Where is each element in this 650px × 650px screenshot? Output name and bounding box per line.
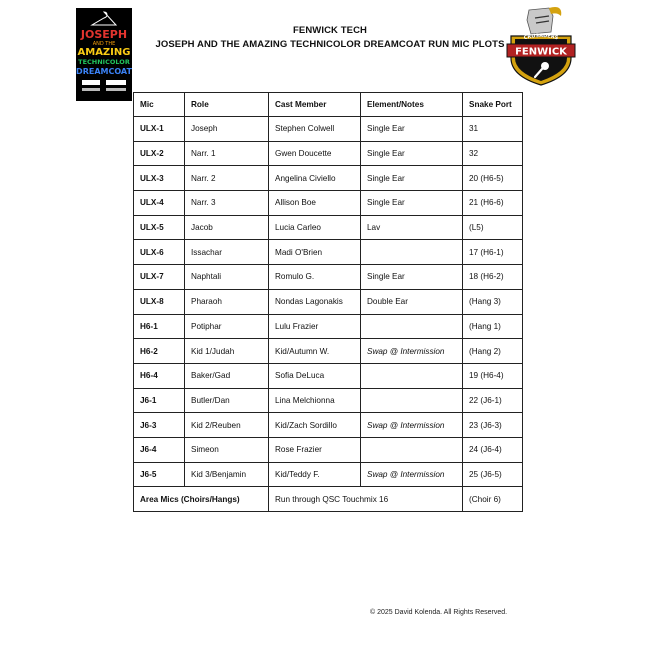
table-body	[134, 117, 523, 512]
table-row	[134, 339, 523, 364]
svg-text:AND THE: AND THE	[92, 41, 116, 47]
port-cell: 31	[463, 117, 523, 142]
notes-cell: Single Ear	[361, 265, 463, 290]
port-cell: 22 (J6-1)	[463, 388, 523, 413]
mic-cell: H6-2	[134, 339, 185, 364]
mic-cell: ULX-3	[134, 166, 185, 191]
mic-cell: ULX-7	[134, 265, 185, 290]
cast-cell: Nondas Lagonakis	[269, 289, 361, 314]
cast-cell: Lulu Frazier	[269, 314, 361, 339]
notes-cell: Swap @ Intermission	[361, 462, 463, 487]
area-mics-port: (Choir 6)	[463, 487, 523, 512]
fenwick-crest-logo	[505, 6, 577, 86]
port-cell: 17 (H6-1)	[463, 240, 523, 265]
port-cell: 20 (H6-5)	[463, 166, 523, 191]
cast-cell: Stephen Colwell	[269, 117, 361, 142]
cast-cell: Sofia DeLuca	[269, 363, 361, 388]
cast-cell: Kid/Zach Sordillo	[269, 413, 361, 438]
role-cell: Pharaoh	[185, 289, 269, 314]
notes-cell: Double Ear	[361, 289, 463, 314]
table-row	[134, 265, 523, 290]
mic-cell: J6-1	[134, 388, 185, 413]
role-cell: Kid 1/Judah	[185, 339, 269, 364]
table-row	[134, 289, 523, 314]
header-element-notes: Element/Notes	[361, 93, 463, 117]
role-cell: Naphtali	[185, 265, 269, 290]
notes-cell: Single Ear	[361, 141, 463, 166]
port-cell: 32	[463, 141, 523, 166]
header-snake-port: Snake Port	[463, 93, 523, 117]
cast-cell: Madi O'Brien	[269, 240, 361, 265]
header-role: Role	[185, 93, 269, 117]
mic-cell: ULX-6	[134, 240, 185, 265]
role-cell: Potiphar	[185, 314, 269, 339]
role-cell: Joseph	[185, 117, 269, 142]
role-cell: Baker/Gad	[185, 363, 269, 388]
svg-text:CRUSADERS: CRUSADERS	[523, 32, 559, 42]
notes-cell	[361, 240, 463, 265]
role-cell: Kid 3/Benjamin	[185, 462, 269, 487]
port-cell: 24 (J6-4)	[463, 437, 523, 462]
mic-plot-table	[133, 92, 523, 512]
svg-text:FENWICK: FENWICK	[515, 46, 567, 58]
mic-cell: J6-4	[134, 437, 185, 462]
table-row	[134, 191, 523, 216]
mic-cell: J6-3	[134, 413, 185, 438]
table-row	[134, 240, 523, 265]
svg-text:AMAZING: AMAZING	[77, 47, 131, 58]
role-cell: Narr. 1	[185, 141, 269, 166]
show-poster-logo	[76, 8, 132, 101]
mic-cell: ULX-8	[134, 289, 185, 314]
cast-cell: Gwen Doucette	[269, 141, 361, 166]
port-cell: (Hang 3)	[463, 289, 523, 314]
table-row	[134, 117, 523, 142]
mic-cell: ULX-4	[134, 191, 185, 216]
table-row	[134, 314, 523, 339]
role-cell: Narr. 2	[185, 166, 269, 191]
area-mics-label: Area Mics (Choirs/Hangs)	[134, 487, 269, 512]
notes-cell: Lav	[361, 215, 463, 240]
role-cell: Kid 2/Reuben	[185, 413, 269, 438]
port-cell: 23 (J6-3)	[463, 413, 523, 438]
role-cell: Issachar	[185, 240, 269, 265]
notes-cell: Single Ear	[361, 191, 463, 216]
table-row	[134, 437, 523, 462]
svg-text:TECHNICOLOR: TECHNICOLOR	[78, 58, 130, 66]
notes-cell: Swap @ Intermission	[361, 339, 463, 364]
table-row	[134, 166, 523, 191]
port-cell: (L5)	[463, 215, 523, 240]
mic-cell: ULX-2	[134, 141, 185, 166]
area-mics-row	[134, 487, 523, 512]
mic-cell: H6-4	[134, 363, 185, 388]
role-cell: Jacob	[185, 215, 269, 240]
notes-cell: Single Ear	[361, 166, 463, 191]
notes-cell	[361, 314, 463, 339]
port-cell: 18 (H6-2)	[463, 265, 523, 290]
role-cell: Butler/Dan	[185, 388, 269, 413]
table-row	[134, 462, 523, 487]
mic-cell: ULX-1	[134, 117, 185, 142]
mic-cell: J6-5	[134, 462, 185, 487]
cast-cell: Angelina Civiello	[269, 166, 361, 191]
copyright-footer: © 2025 David Kolenda. All Rights Reserved.	[370, 609, 508, 616]
cast-cell: Lucia Carleo	[269, 215, 361, 240]
notes-cell	[361, 388, 463, 413]
area-mics-note: Run through QSC Touchmix 16	[269, 487, 463, 512]
cast-cell: Rose Frazier	[269, 437, 361, 462]
table-row	[134, 141, 523, 166]
page-header	[140, 24, 520, 52]
notes-cell: Swap @ Intermission	[361, 413, 463, 438]
notes-cell	[361, 363, 463, 388]
header-mic: Mic	[134, 93, 185, 117]
page-title: JOSEPH AND THE AMAZING TECHNICOLOR DREAMCOAT RUN MIC PLOTS	[155, 39, 505, 50]
role-cell: Simeon	[185, 437, 269, 462]
notes-cell	[361, 437, 463, 462]
svg-text:DREAMCOAT: DREAMCOAT	[76, 67, 132, 76]
port-cell: (Hang 1)	[463, 314, 523, 339]
cast-cell: Kid/Autumn W.	[269, 339, 361, 364]
cast-cell: Kid/Teddy F.	[269, 462, 361, 487]
mic-cell: ULX-5	[134, 215, 185, 240]
table-row	[134, 388, 523, 413]
port-cell: 25 (J6-5)	[463, 462, 523, 487]
port-cell: 19 (H6-4)	[463, 363, 523, 388]
port-cell: (Hang 2)	[463, 339, 523, 364]
svg-text:JOSEPH: JOSEPH	[80, 28, 128, 41]
mic-cell: H6-1	[134, 314, 185, 339]
org-name: FENWICK TECH	[292, 25, 368, 36]
header-cast-member: Cast Member	[269, 93, 361, 117]
table-header-row	[134, 93, 523, 117]
cast-cell: Lina Melchionna	[269, 388, 361, 413]
notes-cell: Single Ear	[361, 117, 463, 142]
port-cell: 21 (H6-6)	[463, 191, 523, 216]
table-row	[134, 215, 523, 240]
role-cell: Narr. 3	[185, 191, 269, 216]
table-row	[134, 363, 523, 388]
table-row	[134, 413, 523, 438]
cast-cell: Allison Boe	[269, 191, 361, 216]
cast-cell: Romulo G.	[269, 265, 361, 290]
